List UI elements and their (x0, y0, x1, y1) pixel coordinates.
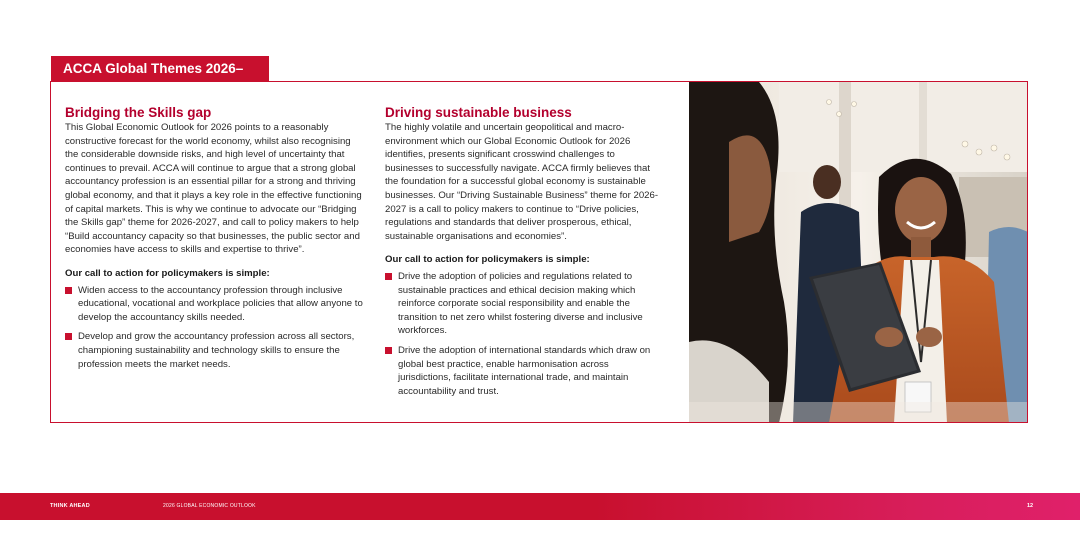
heading-sustainable-business: Driving sustainable business (385, 105, 572, 120)
office-conversation-photo (689, 82, 1028, 423)
square-bullet-icon (65, 333, 72, 340)
bullet-list-right (385, 270, 663, 398)
cta-title-right: Our call to action for policymakers is simple: (385, 254, 590, 266)
list-item (65, 284, 363, 325)
page-number: 12 (1027, 503, 1034, 509)
section-tab-title: ACCA Global Themes 2026–2027 (51, 56, 269, 82)
square-bullet-icon (385, 347, 392, 354)
bullet-text: Drive the adoption of policies and regulations related to sustainable practices and ethical decision making which reinforce corporate social responsibility and enable the transition to net zero whilst fostering diverse and inclusive workforces. (398, 270, 643, 337)
bullet-list-left (65, 284, 363, 372)
bullet-text: Drive the adoption of international standards which draw on global best practice, enable harmonisation across jurisdictions, facilitate international trade, and maintain accountability and trust. (398, 344, 651, 397)
body-sustainable-business: The highly volatile and uncertain geopolitical and macro-environment which our Global Economic Outlook for 2026 identifies, presents significant crosswind challenges to businesses to successfully navigate. ACCA firmly believes that the foundation for a successful global economy is sustainable businesses. Our “Driving Sustainable Business” theme for 2026-2027 is a call to policy makers to continue to “Drive policies, regulations and standards that deliver prosperous, ethical, sustainable organisations and economies”. (385, 122, 659, 242)
content-panel (50, 81, 1028, 423)
bullet-text: Develop and grow the accountancy profession across all sectors, championing sustainability and technology skills to ensure the profession meets the market needs. (78, 331, 355, 370)
bullet-text: Widen access to the accountancy profession through inclusive educational, vocational and workplace policies that allow anyone to develop the accountancy skills needed. (78, 284, 363, 323)
footer-brand: THINK AHEAD (50, 503, 90, 509)
list-item (385, 344, 663, 398)
list-item (385, 270, 663, 338)
page-footer (0, 493, 1080, 520)
square-bullet-icon (65, 287, 72, 294)
heading-skills-gap: Bridging the Skills gap (65, 105, 212, 120)
square-bullet-icon (385, 273, 392, 280)
body-skills-gap: This Global Economic Outlook for 2026 points to a reasonably constructive forecast for the world economy, whilst also recognising the considerable downside risks, and high level of uncertainty that continues to prevail. ACCA will continue to argue that a strong global accountancy profession is an essential pillar for a strong and thriving global economy, and that it plays a key role in the effective functioning of capital markets. This is why we continue to advocate our “Bridging the Skills gap” theme for 2026-2027, and call to policy makers to help “Build accountancy capacity so that businesses, the public sector and economies have access to skills and expertise to thrive”. (65, 122, 362, 256)
cta-title-left: Our call to action for policymakers is simple: (65, 267, 270, 279)
footer-report-title: 2026 GLOBAL ECONOMIC OUTLOOK (163, 503, 256, 509)
column-skills-gap (65, 105, 363, 377)
column-sustainable-business (385, 105, 663, 404)
list-item (65, 330, 363, 371)
